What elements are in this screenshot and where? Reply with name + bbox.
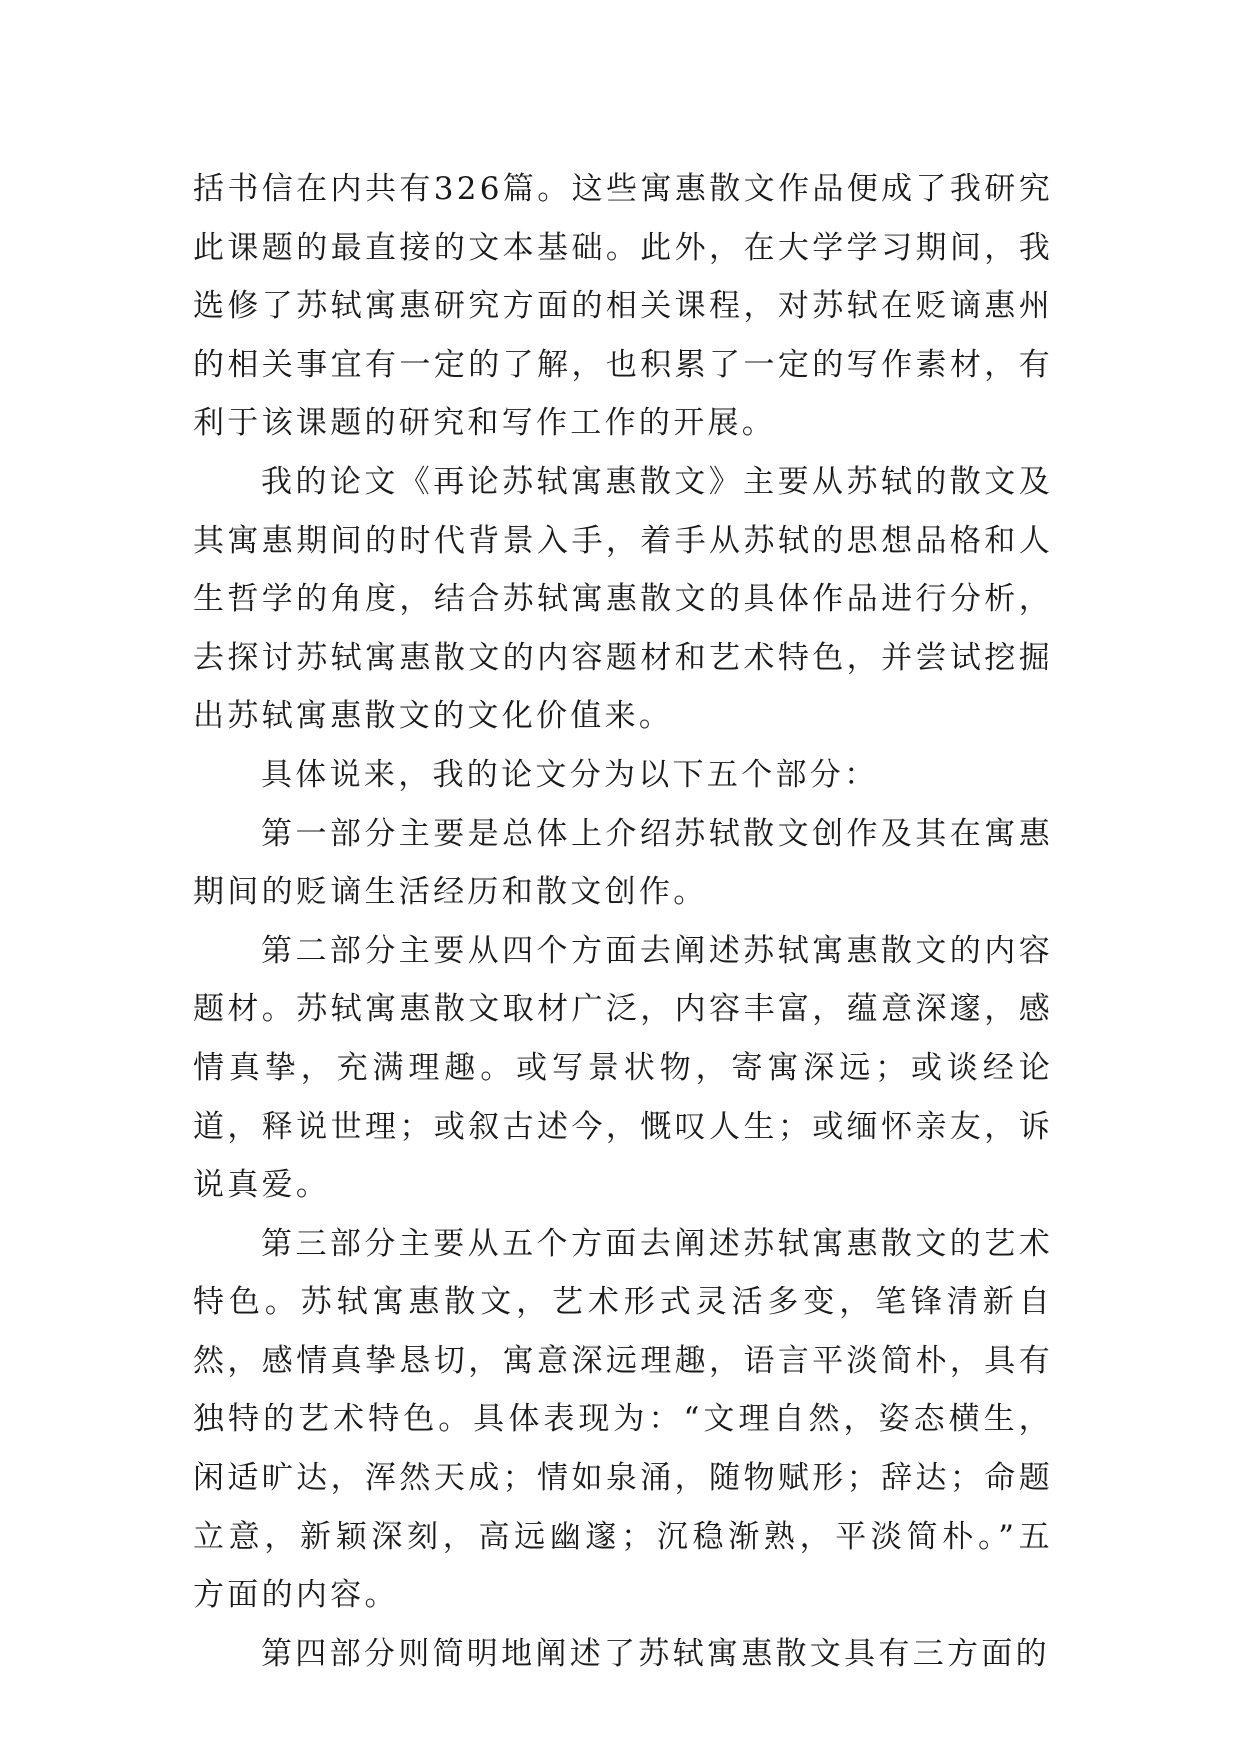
paragraph-5: 第二部分主要从四个方面去阐述苏轼寓惠散文的内容题材。苏轼寓惠散文取材广泛，内容丰富，蕴意深邃，感情真挚，充满理趣。或写景状物，寄寓深远；或谈经论道，释说世理；或叙古述今，慨叹人生；或缅怀亲友，诉说真爱。 (193, 932, 1053, 1204)
body-text (193, 160, 1053, 1683)
paragraph-3: 具体说来，我的论文分为以下五个部分： (261, 756, 879, 793)
paragraph-7: 第四部分则简明地阐述了苏轼寓惠散文具有三方面的 (261, 1635, 1050, 1672)
paragraph-6: 第三部分主要从五个方面去阐述苏轼寓惠散文的艺术特色。苏轼寓惠散文，艺术形式灵活多变，笔锋清新自然，感情真挚恳切，寓意深远理趣，语言平淡简朴，具有独特的艺术特色。具体表现为：“文理自然，姿态横生，闲适旷达，浑然天成；情如泉涌，随物赋形；辞达；命题立意，新颖深刻，高远幽邃；沉稳渐熟，平淡简朴。”五方面的内容。 (193, 1225, 1053, 1614)
paragraph-1: 括书信在内共有326篇。这些寓惠散文作品便成了我研究此课题的最直接的文本基础。此外，在大学学习期间，我选修了苏轼寓惠研究方面的相关课程，对苏轼在贬谪惠州的相关事宜有一定的了解，也积累了一定的写作素材，有利于该课题的研究和写作工作的开展。 (193, 171, 1053, 442)
paragraph-2: 我的论文《再论苏轼寓惠散文》主要从苏轼的散文及其寓惠期间的时代背景入手，着手从苏轼的思想品格和人生哲学的角度，结合苏轼寓惠散文的具体作品进行分析，去探讨苏轼寓惠散文的内容题材和艺术特色，并尝试挖掘出苏轼寓惠散文的文化价值来。 (193, 463, 1053, 735)
paragraph-4: 第一部分主要是总体上介绍苏轼散文创作及其在寓惠期间的贬谪生活经历和散文创作。 (193, 815, 1053, 911)
